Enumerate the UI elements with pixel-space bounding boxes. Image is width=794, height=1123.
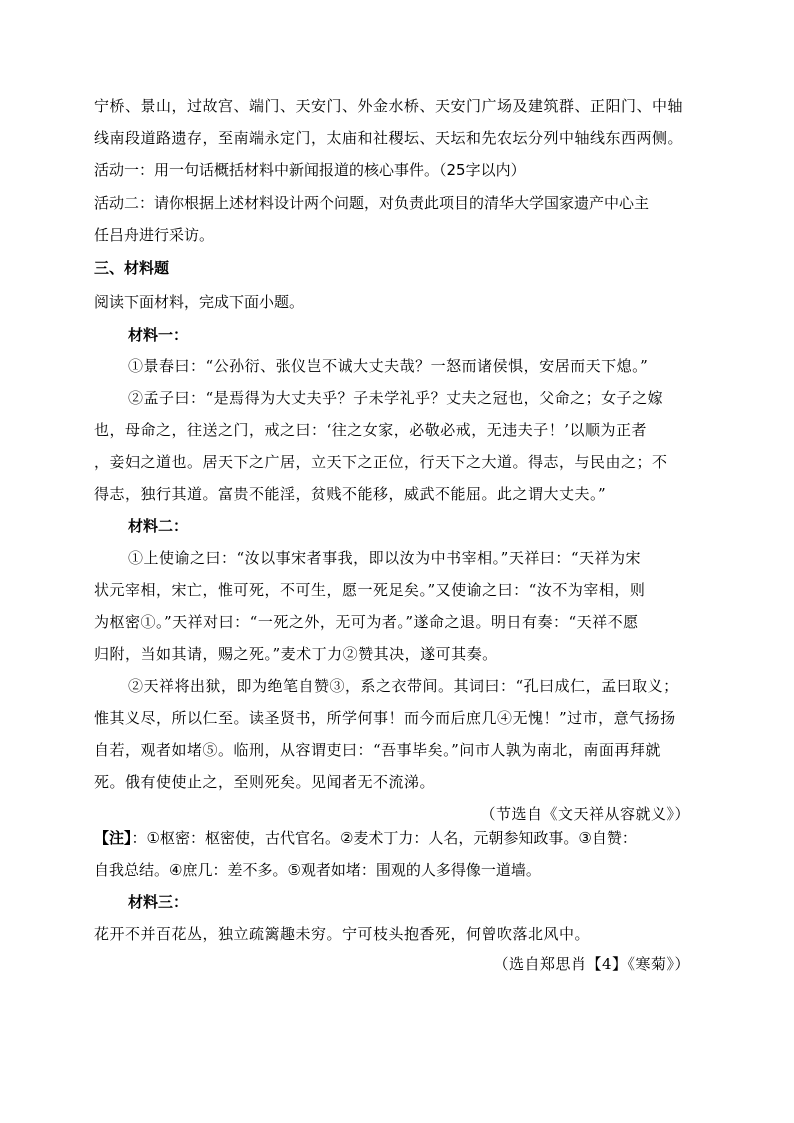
material-two-line-3: 为枢密①。”天祥对曰：“一死之外，无可为者。”遂命之退。明日有奏：“天祥不愿 [94,613,639,631]
material-one-line-5: 得志，独行其道。富贵不能淫，贫贱不能移，威武不能屈。此之谓大丈夫。” [94,485,607,503]
material-one-line-1: ①景春曰：“公孙衍、张仪岂不诚大丈夫哉？一怒而诸侯惧，安居而天下熄。” [128,357,649,375]
material-three-heading: 材料三： [128,893,189,911]
material-two-heading: 材料二： [128,517,189,535]
material-three-source: （选自郑思肖【4】《寒菊》） [493,955,690,973]
material-two-source: （节选自《文天祥从容就义》） [480,805,690,823]
intro-line-2: 线南段道路遗存，至南端永定门，太庙和社稷坛、天坛和先农坛分列中轴线东西两侧。 [94,129,684,147]
material-one-line-2: ②孟子曰：“是焉得为大丈夫乎？子未学礼乎？丈夫之冠也，父命之；女子之嫁 [128,389,664,407]
material-three-poem: 花开不并百花丛，独立疏篱趣未穷。宁可枝头抱香死，何曾吹落北风中。 [94,925,591,943]
material-two-line-8: 死。俄有使使止之，至则死矣。见闻者无不流涕。 [94,773,436,791]
material-one-line-4: ，妾妇之道也。居天下之广居，立天下之正位，行天下之大道。得志，与民由之；不 [94,453,668,471]
material-two-line-4: 归附，当如其请，赐之死。”麦术丁力②赞其决，遂可其奏。 [94,645,498,663]
material-two-line-6: 惟其义尽，所以仁至。读圣贤书，所学何事！而今而后庶几④无愧！”过市，意气扬扬 [94,709,676,727]
notes-line-2: 自我总结。④庶几：差不多。⑤观者如堵：围观的人多得像一道墙。 [94,861,541,879]
instruction: 阅读下面材料，完成下面小题。 [94,293,305,311]
section-title: 三、材料题 [94,259,170,277]
material-two-line-7: 自若，观者如堵⑤。临刑，从容谓吏曰：“吾事毕矣。”问市人孰为南北，南面再拜就 [94,741,661,759]
material-one-heading: 材料一： [128,326,189,344]
material-two-line-2: 状元宰相，宋亡，惟可死，不可生，愿一死足矣。”又使谕之曰：“汝不为宰相，则 [94,581,646,599]
material-one-line-3: 也，母命之，往送之门，戒之曰：‘往之女家，必敬必戒，无违夫子！’以顺为正者 [94,421,648,439]
notes-label: 【注】 [94,829,132,847]
material-two-line-5: ②天祥将出狱，即为绝笔自赞③，系之衣带间。其词曰：“孔曰成仁，孟曰取义； [128,677,679,695]
notes-text-1: ：①枢密：枢密使，古代官名。②麦术丁力：人名，元朝参知政事。③自赞： [131,829,637,847]
activity-one: 活动一：用一句话概括材料中新闻报道的核心事件。（25字以内） [94,161,526,179]
material-two-line-1: ①上使谕之曰：“汝以事宋者事我，即以汝为中书宰相。”天祥曰：“天祥为宋 [128,549,642,567]
activity-two-line-1: 活动二：请你根据上述材料设计两个问题，对负责此项目的清华大学国家遗产中心主 [94,194,650,212]
intro-line-1: 宁桥、景山，过故宫、端门、天安门、外金水桥、天安门广场及建筑群、正阳门、中轴 [94,97,684,115]
activity-two-line-2: 任吕舟进行采访。 [94,226,215,244]
notes-line-1 [94,828,637,848]
